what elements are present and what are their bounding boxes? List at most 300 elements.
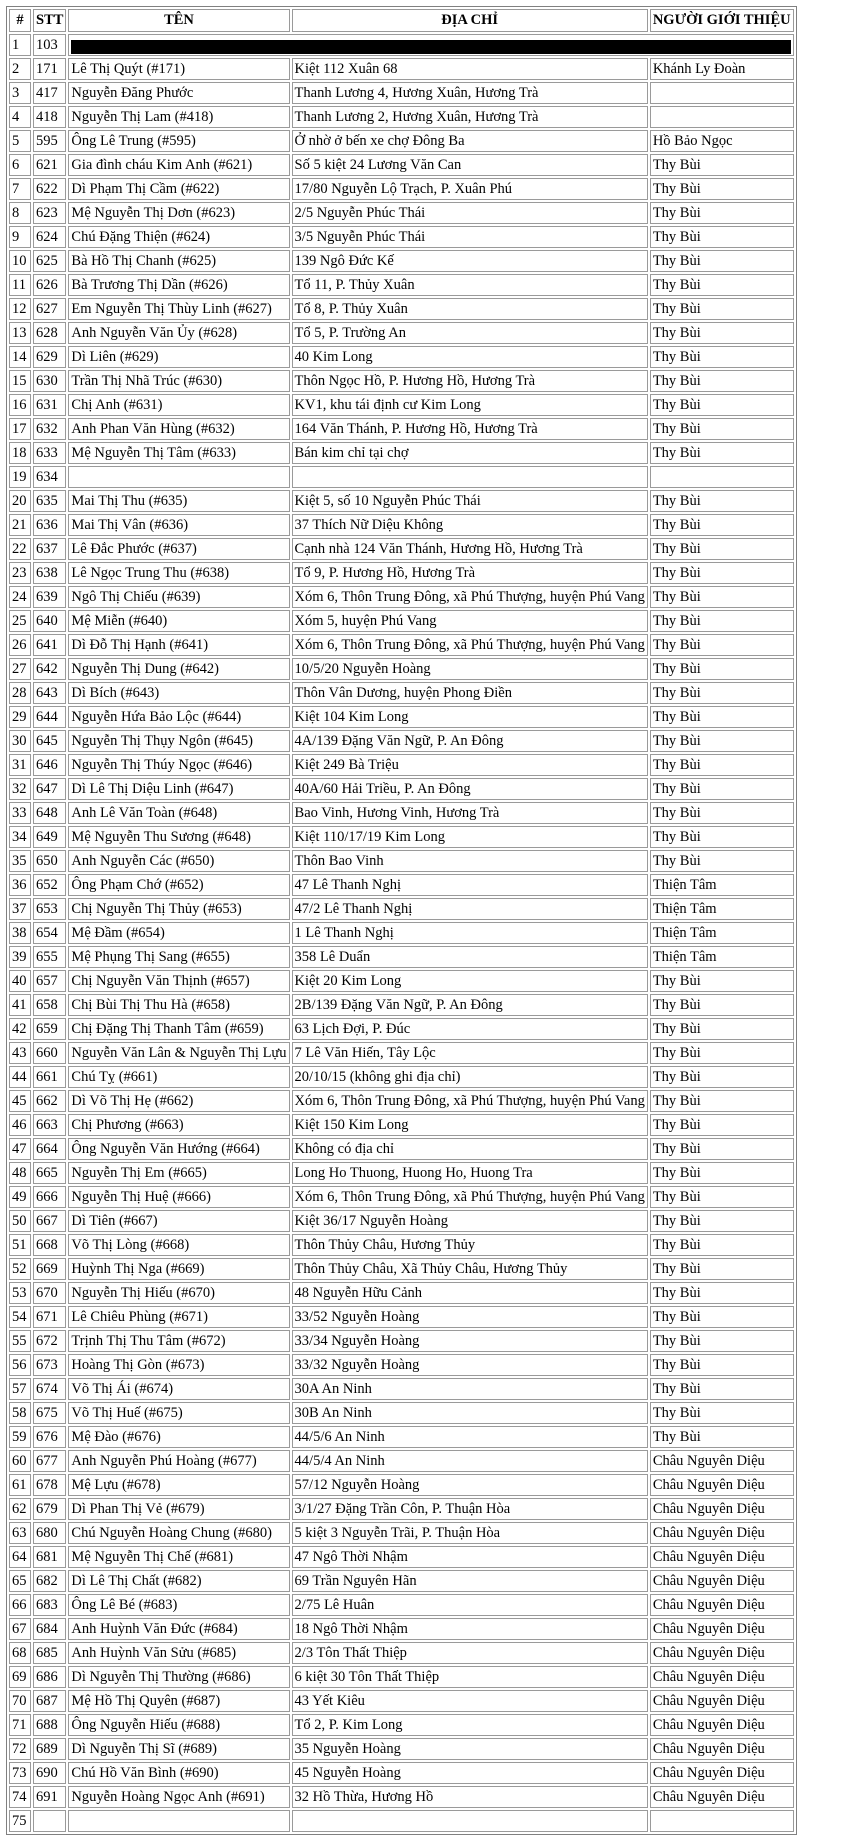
cell-address: Kiệt 104 Kim Long (292, 706, 648, 728)
cell-name: Chú Tỵ (#661) (68, 1066, 289, 1088)
cell-introducer (650, 82, 794, 104)
cell-introducer: Thy Bùi (650, 370, 794, 392)
cell-name: Mệ Lựu (#678) (68, 1474, 289, 1496)
redaction-bar (71, 40, 790, 54)
table-row (9, 34, 794, 56)
table-row (9, 754, 794, 776)
cell-introducer: Thy Bùi (650, 274, 794, 296)
cell-address: Tổ 11, P. Thủy Xuân (292, 274, 648, 296)
cell-name: Ông Lê Bé (#683) (68, 1594, 289, 1616)
table-row (9, 1690, 794, 1712)
header-address: ĐỊA CHỈ (292, 9, 648, 32)
table-row (9, 970, 794, 992)
cell-num: 22 (9, 538, 31, 560)
cell-address: 47 Lê Thanh Nghị (292, 874, 648, 896)
cell-name: Lê Chiêu Phùng (#671) (68, 1306, 289, 1328)
table-row (9, 394, 794, 416)
table-row (9, 82, 794, 104)
cell-introducer: Thy Bùi (650, 778, 794, 800)
cell-name: Dì Nguyễn Thị Thường (#686) (68, 1666, 289, 1688)
cell-stt: 678 (33, 1474, 66, 1496)
cell-introducer (650, 106, 794, 128)
table-row (9, 178, 794, 200)
cell-num: 40 (9, 970, 31, 992)
cell-introducer: Thy Bùi (650, 418, 794, 440)
cell-introducer: Thy Bùi (650, 754, 794, 776)
table-row (9, 274, 794, 296)
cell-num: 74 (9, 1786, 31, 1808)
cell-name: Nguyễn Thị Em (#665) (68, 1162, 289, 1184)
cell-address: Thôn Thủy Châu, Hương Thủy (292, 1234, 648, 1256)
cell-introducer: Thy Bùi (650, 1426, 794, 1448)
cell-introducer: Châu Nguyên Diệu (650, 1642, 794, 1664)
cell-stt: 631 (33, 394, 66, 416)
cell-stt: 662 (33, 1090, 66, 1112)
cell-introducer: Châu Nguyên Diệu (650, 1498, 794, 1520)
cell-num: 28 (9, 682, 31, 704)
cell-name: Anh Phan Văn Hùng (#632) (68, 418, 289, 440)
cell-name: Dì Đỗ Thị Hạnh (#641) (68, 634, 289, 656)
cell-name: Anh Nguyễn Phú Hoàng (#677) (68, 1450, 289, 1472)
cell-introducer: Châu Nguyên Diệu (650, 1474, 794, 1496)
table-row (9, 1138, 794, 1160)
cell-address: Thanh Lương 2, Hương Xuân, Hương Trà (292, 106, 648, 128)
cell-stt: 628 (33, 322, 66, 344)
table-row (9, 1762, 794, 1784)
cell-address: 2B/139 Đặng Văn Ngữ, P. An Đông (292, 994, 648, 1016)
cell-address: 3/5 Nguyễn Phúc Thái (292, 226, 648, 248)
cell-stt: 675 (33, 1402, 66, 1424)
table-row (9, 1522, 794, 1544)
cell-name: Mai Thị Vân (#636) (68, 514, 289, 536)
cell-address: 20/10/15 (không ghi địa chỉ) (292, 1066, 648, 1088)
cell-address: Xóm 6, Thôn Trung Đông, xã Phú Thượng, huyện Phú Vang (292, 1090, 648, 1112)
cell-introducer: Thy Bùi (650, 322, 794, 344)
cell-name: Nguyễn Thị Dung (#642) (68, 658, 289, 680)
cell-introducer: Châu Nguyên Diệu (650, 1450, 794, 1472)
cell-num: 46 (9, 1114, 31, 1136)
table-row (9, 1570, 794, 1592)
cell-address: 48 Nguyễn Hữu Cảnh (292, 1282, 648, 1304)
cell-name: Mệ Đào (#676) (68, 1426, 289, 1448)
cell-address: 47 Ngô Thời Nhậm (292, 1546, 648, 1568)
table-row (9, 1306, 794, 1328)
cell-stt: 667 (33, 1210, 66, 1232)
cell-address: 33/52 Nguyễn Hoàng (292, 1306, 648, 1328)
cell-address: Tổ 5, P. Trường An (292, 322, 648, 344)
cell-address: Xóm 6, Thôn Trung Đông, xã Phú Thượng, huyện Phú Vang (292, 634, 648, 656)
cell-introducer: Thy Bùi (650, 1258, 794, 1280)
cell-stt: 674 (33, 1378, 66, 1400)
cell-stt: 681 (33, 1546, 66, 1568)
cell-introducer: Thy Bùi (650, 802, 794, 824)
table-row (9, 1018, 794, 1040)
cell-stt: 645 (33, 730, 66, 752)
cell-num: 69 (9, 1666, 31, 1688)
cell-num: 1 (9, 34, 31, 56)
table-row (9, 1474, 794, 1496)
cell-stt: 658 (33, 994, 66, 1016)
cell-name: Lê Ngọc Trung Thu (#638) (68, 562, 289, 584)
table-row (9, 250, 794, 272)
cell-stt: 690 (33, 1762, 66, 1784)
cell-name: Chú Nguyễn Hoàng Chung (#680) (68, 1522, 289, 1544)
cell-introducer (650, 1810, 794, 1832)
cell-stt: 649 (33, 826, 66, 848)
table-row (9, 634, 794, 656)
cell-stt: 661 (33, 1066, 66, 1088)
cell-address: 2/5 Nguyễn Phúc Thái (292, 202, 648, 224)
cell-stt: 654 (33, 922, 66, 944)
cell-introducer: Thy Bùi (650, 1330, 794, 1352)
cell-stt: 687 (33, 1690, 66, 1712)
cell-address: Kiệt 36/17 Nguyễn Hoàng (292, 1210, 648, 1232)
cell-name: Chú Hồ Văn Bình (#690) (68, 1762, 289, 1784)
cell-introducer: Thy Bùi (650, 250, 794, 272)
table-row (9, 850, 794, 872)
cell-address: Số 5 kiệt 24 Lương Văn Can (292, 154, 648, 176)
table-header-row (9, 9, 794, 32)
cell-num: 72 (9, 1738, 31, 1760)
table-row (9, 1810, 794, 1832)
cell-introducer: Châu Nguyên Diệu (650, 1666, 794, 1688)
cell-address: 69 Trần Nguyên Hãn (292, 1570, 648, 1592)
table-row (9, 1258, 794, 1280)
table-row (9, 826, 794, 848)
table-row (9, 538, 794, 560)
cell-num: 34 (9, 826, 31, 848)
cell-introducer: Thy Bùi (650, 1162, 794, 1184)
table-row (9, 490, 794, 512)
cell-introducer: Thy Bùi (650, 490, 794, 512)
cell-stt: 684 (33, 1618, 66, 1640)
cell-address: 47/2 Lê Thanh Nghị (292, 898, 648, 920)
table-row (9, 1378, 794, 1400)
cell-introducer: Thy Bùi (650, 682, 794, 704)
cell-num: 61 (9, 1474, 31, 1496)
cell-num: 30 (9, 730, 31, 752)
cell-address: Xóm 6, Thôn Trung Đông, xã Phú Thượng, huyện Phú Vang (292, 586, 648, 608)
cell-address: 358 Lê Duẩn (292, 946, 648, 968)
cell-address: Cạnh nhà 124 Văn Thánh, Hương Hồ, Hương Trà (292, 538, 648, 560)
cell-stt: 646 (33, 754, 66, 776)
cell-num: 32 (9, 778, 31, 800)
table-row (9, 1066, 794, 1088)
cell-introducer: Thiện Tâm (650, 874, 794, 896)
cell-address: Thôn Ngọc Hồ, P. Hương Hồ, Hương Trà (292, 370, 648, 392)
cell-stt: 653 (33, 898, 66, 920)
cell-num: 55 (9, 1330, 31, 1352)
cell-num: 42 (9, 1018, 31, 1040)
cell-introducer: Châu Nguyên Diệu (650, 1546, 794, 1568)
cell-name: Võ Thị Lòng (#668) (68, 1234, 289, 1256)
cell-stt: 682 (33, 1570, 66, 1592)
cell-name: Nguyễn Thị Lam (#418) (68, 106, 289, 128)
cell-introducer: Thy Bùi (650, 1042, 794, 1064)
cell-name: Mệ Nguyễn Thu Sương (#648) (68, 826, 289, 848)
cell-name (68, 466, 289, 488)
cell-introducer: Thy Bùi (650, 1282, 794, 1304)
cell-num: 7 (9, 178, 31, 200)
table-row (9, 874, 794, 896)
cell-num: 14 (9, 346, 31, 368)
cell-introducer: Thy Bùi (650, 1354, 794, 1376)
cell-num: 3 (9, 82, 31, 104)
cell-address: Kiệt 112 Xuân 68 (292, 58, 648, 80)
table-row (9, 370, 794, 392)
cell-introducer: Hồ Bảo Ngọc (650, 130, 794, 152)
cell-num: 70 (9, 1690, 31, 1712)
cell-introducer: Thy Bùi (650, 826, 794, 848)
cell-num: 36 (9, 874, 31, 896)
cell-name: Ông Nguyễn Hiếu (#688) (68, 1714, 289, 1736)
cell-stt: 621 (33, 154, 66, 176)
table-row (9, 682, 794, 704)
cell-num: 18 (9, 442, 31, 464)
cell-address: Thanh Lương 4, Hương Xuân, Hương Trà (292, 82, 648, 104)
cell-stt: 688 (33, 1714, 66, 1736)
cell-introducer: Thy Bùi (650, 1114, 794, 1136)
table-row (9, 226, 794, 248)
cell-stt: 418 (33, 106, 66, 128)
cell-introducer: Thy Bùi (650, 514, 794, 536)
cell-name: Mệ Miễn (#640) (68, 610, 289, 632)
cell-introducer: Châu Nguyên Diệu (650, 1594, 794, 1616)
cell-num: 39 (9, 946, 31, 968)
cell-introducer: Thy Bùi (650, 538, 794, 560)
cell-name: Anh Huỳnh Văn Sửu (#685) (68, 1642, 289, 1664)
cell-introducer: Thy Bùi (650, 970, 794, 992)
cell-introducer: Thy Bùi (650, 562, 794, 584)
cell-num: 23 (9, 562, 31, 584)
cell-num: 60 (9, 1450, 31, 1472)
cell-stt: 686 (33, 1666, 66, 1688)
cell-introducer: Thy Bùi (650, 154, 794, 176)
cell-introducer: Thy Bùi (650, 610, 794, 632)
cell-stt: 638 (33, 562, 66, 584)
cell-name: Anh Lê Văn Toàn (#648) (68, 802, 289, 824)
cell-num: 59 (9, 1426, 31, 1448)
cell-address: Tổ 9, P. Hương Hồ, Hương Trà (292, 562, 648, 584)
cell-num: 63 (9, 1522, 31, 1544)
cell-name: Mệ Hồ Thị Quyên (#687) (68, 1690, 289, 1712)
cell-stt: 643 (33, 682, 66, 704)
cell-address: 139 Ngô Đức Kế (292, 250, 648, 272)
cell-name (68, 1810, 289, 1832)
cell-name: Chị Bùi Thị Thu Hà (#658) (68, 994, 289, 1016)
table-row (9, 730, 794, 752)
cell-stt: 665 (33, 1162, 66, 1184)
cell-stt: 673 (33, 1354, 66, 1376)
table-row (9, 1642, 794, 1664)
cell-stt: 641 (33, 634, 66, 656)
cell-name: Mệ Phụng Thị Sang (#655) (68, 946, 289, 968)
recipients-table (6, 6, 797, 1835)
cell-address: 17/80 Nguyễn Lộ Trạch, P. Xuân Phú (292, 178, 648, 200)
cell-name: Chị Nguyễn Thị Thủy (#653) (68, 898, 289, 920)
cell-name: Anh Huỳnh Văn Đức (#684) (68, 1618, 289, 1640)
table-row (9, 202, 794, 224)
cell-name: Chị Phương (#663) (68, 1114, 289, 1136)
cell-num: 56 (9, 1354, 31, 1376)
table-row (9, 1786, 794, 1808)
cell-num: 58 (9, 1402, 31, 1424)
cell-introducer: Thy Bùi (650, 1018, 794, 1040)
table-row (9, 1354, 794, 1376)
cell-stt: 636 (33, 514, 66, 536)
cell-stt: 669 (33, 1258, 66, 1280)
cell-num: 26 (9, 634, 31, 656)
table-row (9, 610, 794, 632)
cell-num: 57 (9, 1378, 31, 1400)
cell-introducer: Thy Bùi (650, 1138, 794, 1160)
cell-num: 38 (9, 922, 31, 944)
cell-stt: 634 (33, 466, 66, 488)
cell-introducer: Thy Bùi (650, 1402, 794, 1424)
cell-stt: 660 (33, 1042, 66, 1064)
cell-introducer: Thy Bùi (650, 1306, 794, 1328)
cell-stt: 691 (33, 1786, 66, 1808)
cell-introducer: Thiện Tâm (650, 946, 794, 968)
cell-stt: 637 (33, 538, 66, 560)
cell-address: Ở nhờ ở bến xe chợ Đông Ba (292, 130, 648, 152)
cell-introducer: Châu Nguyên Diệu (650, 1690, 794, 1712)
cell-name: Bà Hồ Thị Chanh (#625) (68, 250, 289, 272)
cell-name: Nguyễn Văn Lân & Nguyễn Thị Lựu (68, 1042, 289, 1064)
cell-address: 164 Văn Thánh, P. Hương Hồ, Hương Trà (292, 418, 648, 440)
cell-stt: 632 (33, 418, 66, 440)
cell-num: 66 (9, 1594, 31, 1616)
cell-stt: 657 (33, 970, 66, 992)
cell-num: 12 (9, 298, 31, 320)
table-row (9, 1594, 794, 1616)
cell-name: Anh Nguyễn Các (#650) (68, 850, 289, 872)
table-row (9, 1498, 794, 1520)
cell-stt: 642 (33, 658, 66, 680)
cell-introducer: Thy Bùi (650, 994, 794, 1016)
cell-name: Ông Phạm Chớ (#652) (68, 874, 289, 896)
cell-address: 33/32 Nguyễn Hoàng (292, 1354, 648, 1376)
cell-introducer: Thy Bùi (650, 298, 794, 320)
cell-introducer: Châu Nguyên Diệu (650, 1762, 794, 1784)
cell-address: 4A/139 Đặng Văn Ngữ, P. An Đông (292, 730, 648, 752)
cell-num: 53 (9, 1282, 31, 1304)
cell-address: Tổ 8, P. Thủy Xuân (292, 298, 648, 320)
cell-num: 44 (9, 1066, 31, 1088)
table-row (9, 898, 794, 920)
cell-name: Mệ Nguyễn Thị Chế (#681) (68, 1546, 289, 1568)
cell-stt: 677 (33, 1450, 66, 1472)
cell-name: Mệ Nguyễn Thị Dơn (#623) (68, 202, 289, 224)
cell-introducer: Thy Bùi (650, 850, 794, 872)
cell-stt: 171 (33, 58, 66, 80)
cell-stt: 666 (33, 1186, 66, 1208)
cell-stt: 630 (33, 370, 66, 392)
cell-stt: 680 (33, 1522, 66, 1544)
cell-introducer: Thy Bùi (650, 658, 794, 680)
cell-introducer: Châu Nguyên Diệu (650, 1570, 794, 1592)
cell-address: 33/34 Nguyễn Hoàng (292, 1330, 648, 1352)
cell-name: Hoàng Thị Gòn (#673) (68, 1354, 289, 1376)
cell-introducer: Thy Bùi (650, 1210, 794, 1232)
cell-name: Nguyễn Đăng Phước (68, 82, 289, 104)
cell-address: 44/5/6 An Ninh (292, 1426, 648, 1448)
cell-address: 40 Kim Long (292, 346, 648, 368)
cell-num: 68 (9, 1642, 31, 1664)
cell-address: 6 kiệt 30 Tôn Thất Thiệp (292, 1666, 648, 1688)
cell-name: Dì Bích (#643) (68, 682, 289, 704)
cell-address: 3/1/27 Đặng Trần Côn, P. Thuận Hòa (292, 1498, 648, 1520)
cell-num: 51 (9, 1234, 31, 1256)
table-row (9, 442, 794, 464)
cell-address: 7 Lê Văn Hiến, Tây Lộc (292, 1042, 648, 1064)
cell-num: 10 (9, 250, 31, 272)
cell-num: 52 (9, 1258, 31, 1280)
table-row (9, 1714, 794, 1736)
cell-address: Thôn Bao Vinh (292, 850, 648, 872)
cell-num: 62 (9, 1498, 31, 1520)
cell-introducer: Châu Nguyên Diệu (650, 1714, 794, 1736)
table-row (9, 154, 794, 176)
cell-num: 43 (9, 1042, 31, 1064)
table-row (9, 514, 794, 536)
cell-introducer: Thy Bùi (650, 1066, 794, 1088)
cell-name: Anh Nguyễn Văn Ủy (#628) (68, 322, 289, 344)
cell-name: Ngô Thị Chiếu (#639) (68, 586, 289, 608)
cell-name: Võ Thị Ái (#674) (68, 1378, 289, 1400)
cell-stt: 652 (33, 874, 66, 896)
cell-stt: 633 (33, 442, 66, 464)
table-row (9, 1234, 794, 1256)
cell-address: Không có địa chỉ (292, 1138, 648, 1160)
cell-address: 5 kiệt 3 Nguyễn Trãi, P. Thuận Hòa (292, 1522, 648, 1544)
cell-introducer: Thy Bùi (650, 346, 794, 368)
table-row (9, 1426, 794, 1448)
cell-address: Kiệt 5, số 10 Nguyễn Phúc Thái (292, 490, 648, 512)
cell-introducer: Thy Bùi (650, 730, 794, 752)
cell-name: Mệ Nguyễn Thị Tâm (#633) (68, 442, 289, 464)
cell-introducer: Thy Bùi (650, 1090, 794, 1112)
redacted-cell (68, 34, 793, 56)
cell-address: Long Ho Thuong, Huong Ho, Huong Tra (292, 1162, 648, 1184)
cell-stt (33, 1810, 66, 1832)
cell-stt: 624 (33, 226, 66, 248)
cell-stt: 668 (33, 1234, 66, 1256)
cell-name: Em Nguyễn Thị Thùy Linh (#627) (68, 298, 289, 320)
cell-address: Tổ 2, P. Kim Long (292, 1714, 648, 1736)
cell-name: Nguyễn Hoàng Ngọc Anh (#691) (68, 1786, 289, 1808)
cell-stt: 647 (33, 778, 66, 800)
cell-introducer: Thy Bùi (650, 634, 794, 656)
cell-stt: 659 (33, 1018, 66, 1040)
cell-name: Dì Nguyễn Thị Sĩ (#689) (68, 1738, 289, 1760)
table-row (9, 130, 794, 152)
cell-num: 13 (9, 322, 31, 344)
cell-num: 50 (9, 1210, 31, 1232)
cell-num: 4 (9, 106, 31, 128)
cell-stt: 655 (33, 946, 66, 968)
cell-address: 18 Ngô Thời Nhậm (292, 1618, 648, 1640)
cell-num: 41 (9, 994, 31, 1016)
cell-num: 64 (9, 1546, 31, 1568)
cell-address: 30B An Ninh (292, 1402, 648, 1424)
cell-stt: 640 (33, 610, 66, 632)
cell-num: 29 (9, 706, 31, 728)
cell-introducer: Thy Bùi (650, 706, 794, 728)
cell-stt: 671 (33, 1306, 66, 1328)
cell-stt: 629 (33, 346, 66, 368)
cell-introducer: Thy Bùi (650, 442, 794, 464)
